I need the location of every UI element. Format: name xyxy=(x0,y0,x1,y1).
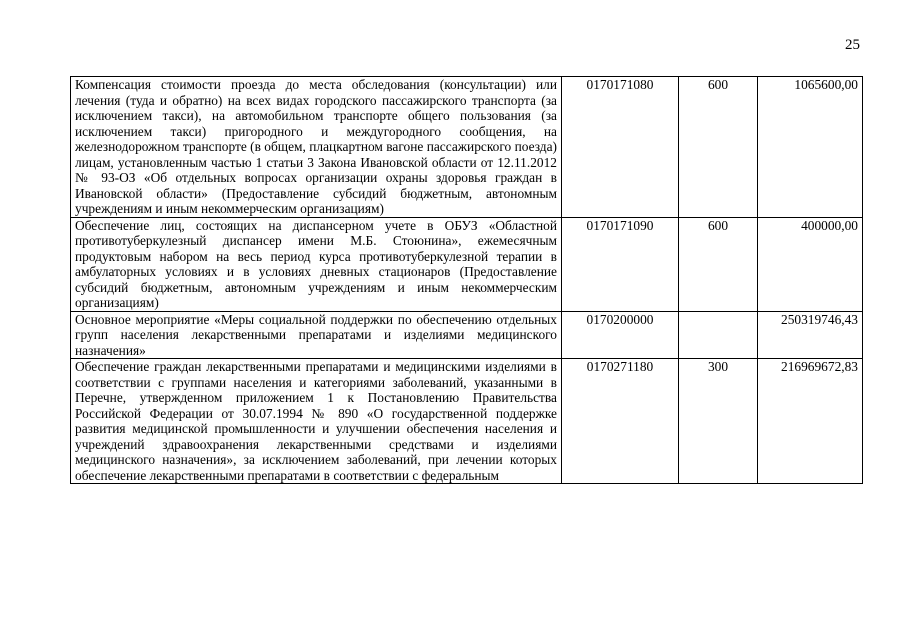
row-expense-type: 300 xyxy=(679,359,758,484)
row-description: Компенсация стоимости проезда до места обследования (консультации) или лечения (туда и обратно) на всех видах городского пассажирского транспорта (за исключением такси), на автомобильном транспорте общего пользования (за исключением такси) пригородного и междугородного сообщения, на железнодорожном транспорте (в общем, плацкартном вагоне пассажирского поезда) лицам, установленным частью 1 статьи 3 Закона Ивановской области от 12.11.2012 № 93-ОЗ «Об отдельных вопросах организации охраны здоровья граждан в Ивановской области» (Предоставление субсидий бюджетным, автономным учреждениям и иным некоммерческим организациям) xyxy=(71,77,562,218)
row-expense-type xyxy=(679,311,758,359)
row-description: Обеспечение лиц, состоящих на диспансерном учете в ОБУЗ «Областной противотуберкулезный диспансер имени М.Б. Стоюнина», ежемесячным продуктовым набором на весь период курса противотуберкулезной терапии в амбулаторных условиях и в условиях дневных стационаров (Предоставление субсидий бюджетным, автономным учреждениям и иным некоммерческим организациям) xyxy=(71,217,562,311)
table-row xyxy=(71,311,863,359)
row-target-code: 0170171080 xyxy=(562,77,679,218)
row-description: Обеспечение граждан лекарственными препаратами и медицинскими изделиями в соответствии с группами населения и категориями заболеваний, указанными в Перечне, утвержденном приложением 1 к Постановлению Правительства Российской Федерации от 30.07.1994 № 890 «О государственной поддержке развития медицинской промышленности и улучшении обеспечения населения и учреждений здравоохранения лекарственными средствами и изделиями медицинского назначения», за исключением заболеваний, при лечении которых обеспечение лекарственными препаратами в соответствии с федеральным xyxy=(71,359,562,484)
row-amount: 400000,00 xyxy=(758,217,863,311)
row-expense-type: 600 xyxy=(679,217,758,311)
row-expense-type: 600 xyxy=(679,77,758,218)
page-number: 25 xyxy=(845,37,860,53)
table-row xyxy=(71,217,863,311)
row-amount: 216969672,83 xyxy=(758,359,863,484)
table-row xyxy=(71,359,863,484)
row-amount: 1065600,00 xyxy=(758,77,863,218)
table-row xyxy=(71,77,863,218)
row-target-code: 0170171090 xyxy=(562,217,679,311)
row-target-code: 0170271180 xyxy=(562,359,679,484)
row-description: Основное мероприятие «Меры социальной поддержки по обеспечению отдельных групп населения лекарственными препаратами и изделиями медицинского назначения» xyxy=(71,311,562,359)
budget-table xyxy=(70,76,863,484)
row-target-code: 0170200000 xyxy=(562,311,679,359)
row-amount: 250319746,43 xyxy=(758,311,863,359)
